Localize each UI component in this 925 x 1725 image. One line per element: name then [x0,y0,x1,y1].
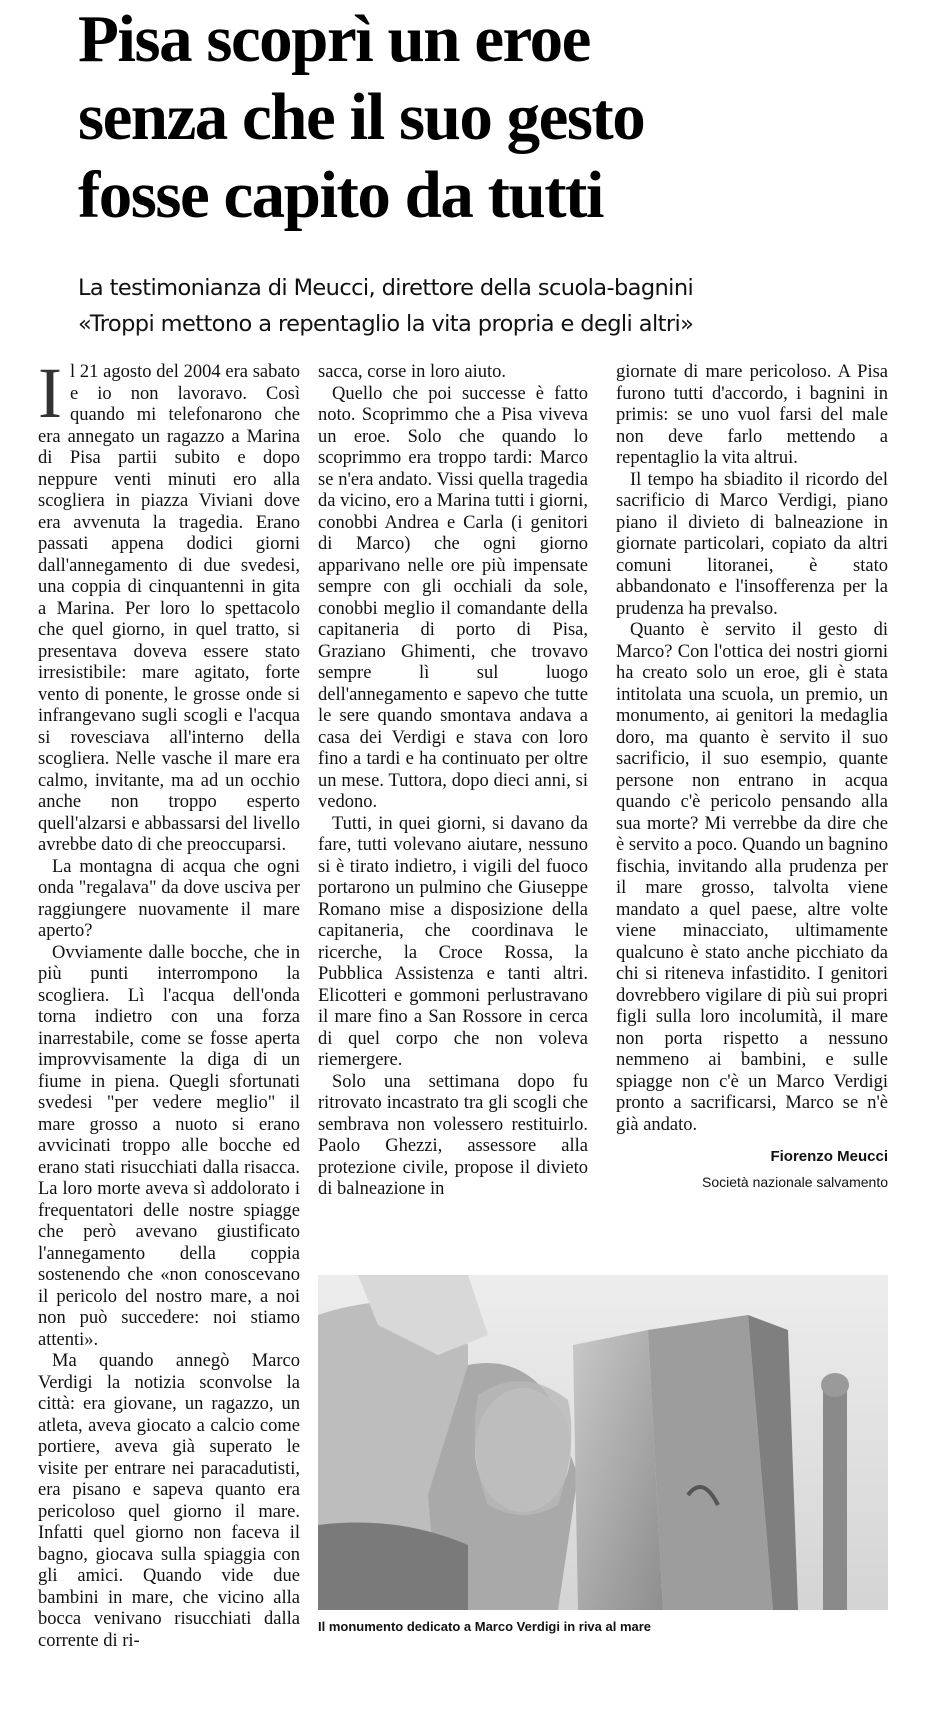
headline [78,0,918,234]
subheadline [78,270,918,342]
drop-cap: I [38,353,62,433]
article-paragraph: Tutti, in quei giorni, si davano da fare, tutti volevano aiutare, nessuno si è tirato indietro, i vigili del fuoco portarono un pulmino che Giuseppe Romano mise a disposizione della capitaneria, che coordinava le ricerche, la Croce Rossa, la Pubblica Assistenza e tanti altri. Elicotteri e gommoni perlustravano il mare fino a San Rossore in cerca di quel corpo che non voleva riemergere. [318,813,588,1070]
headline-line-3: fosse capito da tutti [78,158,603,232]
article-paragraph: La montagna di acqua che ogni onda "regalava" da dove usciva per raggiungere nuovamente il mare aperto? [38,856,300,941]
article-paragraph: sacca, corse in loro aiuto. [318,362,507,382]
headline-line-1: Pisa scoprì un eroe [78,2,590,76]
photo-caption: Il monumento dedicato a Marco Verdigi in riva al mare [318,1619,652,1634]
author-name: Fiorenzo Meucci [770,1148,888,1165]
subheadline-line-1: La testimonianza di Meucci, direttore della scuola-bagnini [78,275,694,301]
subheadline-line-2: «Troppi mettono a repentaglio la vita propria e degli altri» [78,311,694,337]
article-paragraph: Il tempo ha sbiadito il ricordo del sacrificio di Marco Verdigi, piano piano il divieto di balneazione in giornate particolari, copiato da altri comuni litoranei, è stato abbandonato e l'insofferenza per la prudenza ha prevalso. [616,469,888,619]
paragraph-text: l 21 agosto del 2004 era sabato e io non lavoravo. Così quando mi telefonarono che era annegato un ragazzo a Marina di Pisa partii subito e dopo neppure venti minuti ero alla scogliera in piazza Viviani dove era avvenuta la tragedia. Erano passati appena dodici giorni dall'annegamento di due svedesi, una coppia di cinquantenni in gita a Marina. Per loro lo spettacolo che quel giorno, in quel tratto, si presentava doveva essere stato irresistibile: mare agitato, forte vento di ponente, le grosse onde si infrangevano sugli scogli e l'acqua si rovesciava all'interno della scogliera. Nelle vasche il mare era calmo, invitante, ma ad un occhio anche non troppo esperto quell'alzarsi e abbassarsi del livello avrebbe dato di che preoccuparsi. [38,362,300,855]
article-paragraph [38,353,300,857]
article-paragraph: giornate di mare pericoloso. A Pisa furono tutti d'accordo, i bagnini in primis: se uno vuol farsi del male non deve farlo mettendo a repentaglio la vita altrui. [616,362,888,468]
article-paragraph: Solo una settimana dopo fu ritrovato incastrato tra gli scogli che sembrava non volessero restituirlo. Paolo Ghezzi, assessore alla protezione civile, propose il divieto di balneazione in [318,1071,588,1199]
monument-photo [318,1275,888,1610]
article-paragraph: Ovviamente dalle bocche, che in più punti interrompono la scogliera. Lì l'acqua dell'onda torna indietro con una forza inarrestabile, come se fosse aperta improvvisamente la diga di un fiume in piena. Quegli sfortunati svedesi "per vedere meglio" il mare grosso a nuoto si erano avvicinati troppo alle bocche ed erano stati risucchiati dalla risacca. La loro morte aveva sì addolorato i frequentatori delle nostre spiagge che però avevano giustificato l'annegamento della coppia sostenendo che «non conoscevano il pericolo del nostro mare, a noi non può succedere: noi stiamo attenti». [38,942,300,1350]
article-paragraph: Quello che poi successe è fatto noto. Scoprimmo che a Pisa viveva un eroe. Solo che quando lo scoprimmo era troppo tardi: Marco se n'era andato. Vissi quella tragedia da vicino, ero a Marina tutti i giorni, conobbi Andrea e Carla (i genitori di Marco) che ogni giorno apparivano nelle ore più impensate sempre con gli occhiali da sole, conobbi meglio il comandante della capitaneria di porto di Pisa, Graziano Ghimenti, che trovavo sempre lì sul luogo dell'annegamento e sapevo che tutte le sere quando smontava andava a casa dei Verdigi e stava con loro fino a tardi e ha continuato per oltre un mese. Tuttora, dopo dieci anni, si vedono. [318,383,588,812]
article-column-3 [616,362,888,1193]
author-role: Società nazionale salvamento [701,1173,888,1190]
article-column-1 [38,353,300,1652]
article-paragraph: Quanto è servito il gesto di Marco? Con l'ottica dei nostri giorni ha creato solo un eroe, gli è stata intitolata una scuola, un premio, un monumento, ai genitori la medaglia doro, ma quanto è servito il suo sacrificio, il suo esempio, quante persone non entrano in acqua quando c'è pericolo pensando alla sua morte? Mi verrebbe da dire che è servito a poco. Quando un bagnino fischia, invitando alla prudenza per il mare grosso, talvolta viene mandato a quel paese, altre volte viene minacciato, ultimamente qualcuno è stato anche picchiato da chi si riteneva infastidito. I genitori dovrebbero vigilare di più sui propri figli sulla loro incolumità, il mare non porta rispetto a nessuno nemmeno ai bambini, e sulle spiagge non c'è un Marco Verdigi pronto a sacrificarsi, Marco se n'è già andato. [616,620,888,1135]
headline-line-2: senza che il suo gesto [78,80,645,154]
article-column-2 [318,362,588,1201]
monument-illustration [318,1275,888,1610]
article-paragraph: Ma quando annegò Marco Verdigi la notizia sconvolse la città: era giovane, un ragazzo, un atleta, aveva giocato a calcio come portiere, aveva già superato le visite per entrare nei paracadutisti, era pisano e sapeva quanto era pericoloso quel giorno il mare. Infatti quel giorno non faceva il bagno, giocava sulla spiaggia con gli amici. Quando vide due bambini in mare, che vicino alla bocca venivano risucchiati dalla corrente di ri- [38,1351,300,1651]
